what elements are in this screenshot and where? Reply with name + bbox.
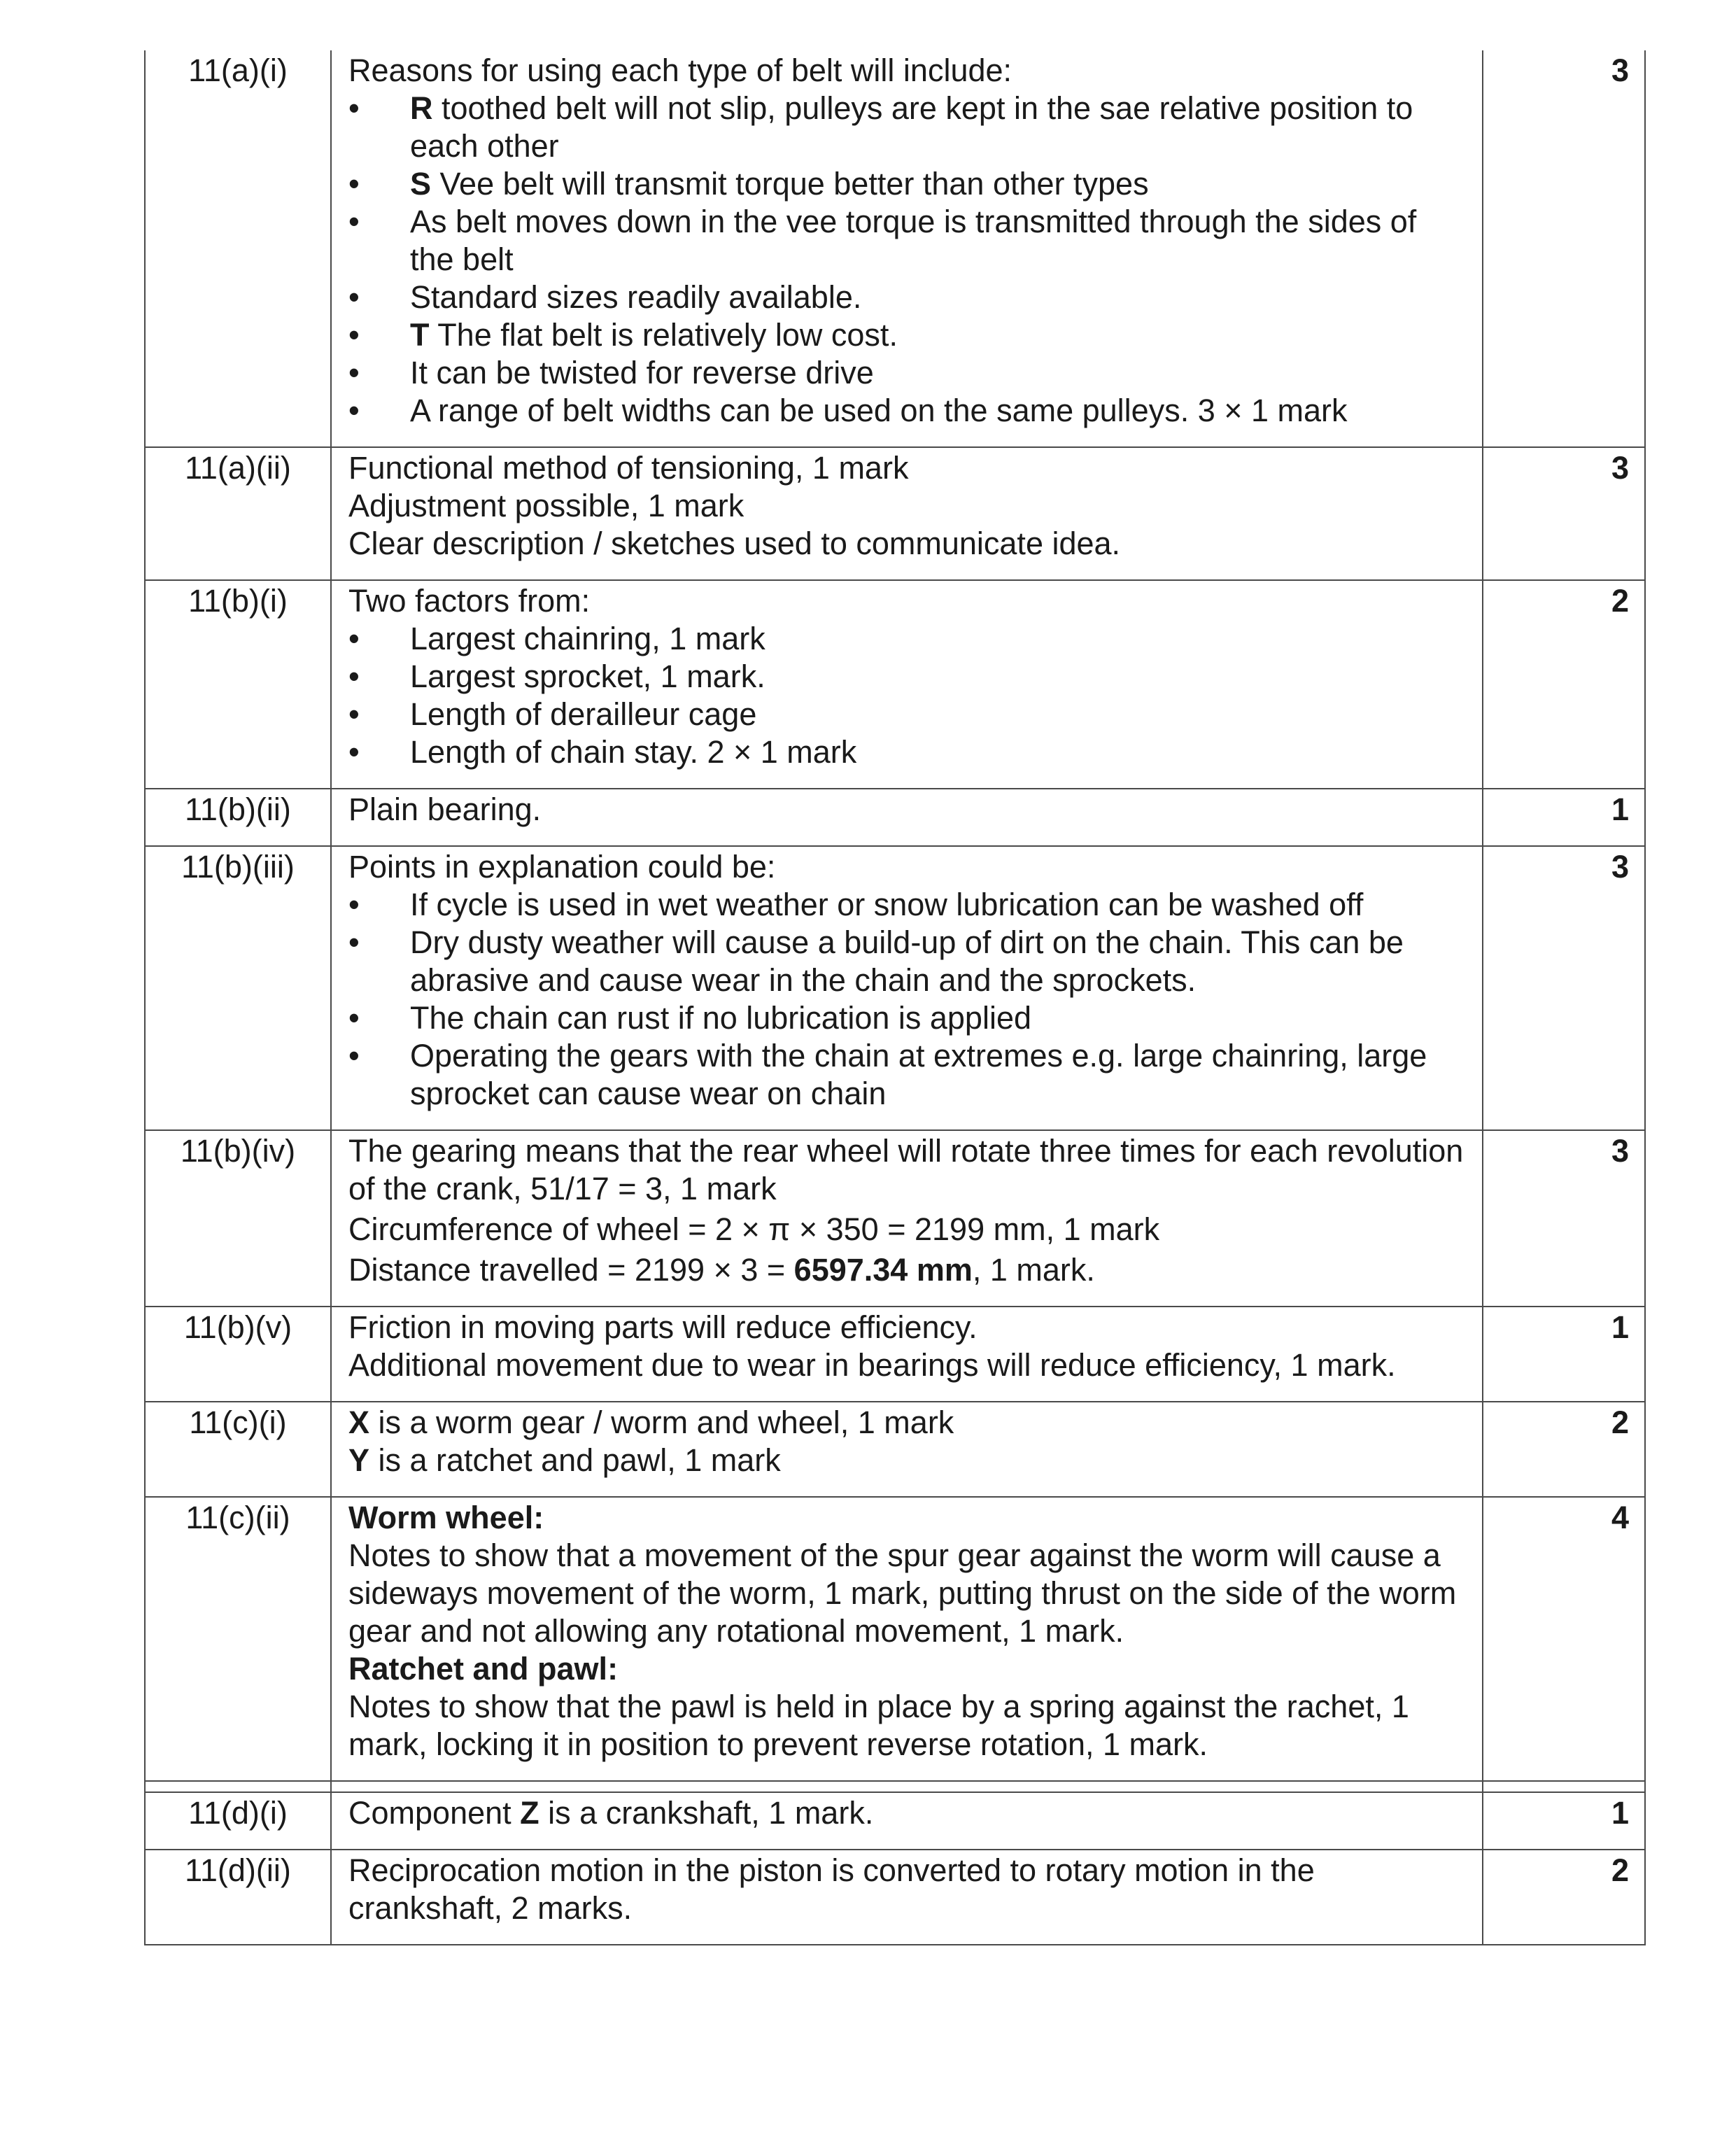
table-row — [145, 1792, 1645, 1850]
list-item-text: Standard sizes readily available. — [410, 279, 862, 315]
marks-value: 1 — [1483, 1792, 1645, 1850]
list-item-text: A range of belt widths can be used on the same pulleys. 3 × 1 mark — [410, 393, 1348, 428]
answer-text: Component — [348, 1795, 521, 1831]
distance-result: 6597.34 mm — [793, 1252, 973, 1288]
marks-value: 2 — [1483, 1402, 1645, 1497]
bold-label: Y — [348, 1442, 370, 1478]
bold-label: S — [410, 166, 432, 202]
bold-label: R — [410, 90, 433, 126]
list-item: • The chain can rust if no lubrication is applied — [348, 999, 1468, 1037]
list-item — [348, 354, 1468, 392]
table-row — [145, 789, 1645, 846]
question-number: 11(b)(iii) — [145, 846, 331, 1130]
bullet-list — [348, 90, 1468, 430]
distance-suffix: , 1 mark. — [972, 1252, 1095, 1288]
question-number: 11(b)(v) — [145, 1307, 331, 1402]
question-number: 11(b)(iv) — [145, 1130, 331, 1307]
bullet-list — [348, 886, 1468, 1113]
bold-label: Z — [520, 1795, 539, 1831]
list-item: • Largest sprocket, 1 mark. — [348, 658, 1468, 696]
marks-value: 3 — [1483, 50, 1645, 447]
answer-line — [348, 1442, 1468, 1479]
list-item — [348, 203, 1468, 279]
answer-line: Plain bearing. — [348, 791, 542, 827]
table-row — [145, 1402, 1645, 1497]
answer-text: is a ratchet and pawl, 1 mark — [369, 1442, 781, 1478]
question-number: 11(a)(ii) — [145, 447, 331, 580]
question-number: 11(b)(i) — [145, 580, 331, 789]
answer-cell — [331, 1130, 1483, 1307]
table-row — [145, 1307, 1645, 1402]
answer-cell — [331, 846, 1483, 1130]
answer-line — [348, 1404, 1468, 1442]
question-number: 11(a)(i) — [145, 50, 331, 447]
list-item-text: Vee belt will transmit torque better than other types — [431, 166, 1149, 202]
table-row — [145, 447, 1645, 580]
answer-line — [348, 1794, 1468, 1832]
list-item — [348, 316, 1468, 354]
question-number: 11(c)(ii) — [145, 1497, 331, 1781]
list-item: • Length of derailleur cage — [348, 696, 1468, 733]
marks-value: 2 — [1483, 1850, 1645, 1945]
list-item-text: The flat belt is relatively low cost. — [429, 317, 898, 353]
question-number: 11(d)(ii) — [145, 1850, 331, 1945]
distance-line — [348, 1251, 1468, 1289]
table-row — [145, 580, 1645, 789]
marks-value: 4 — [1483, 1497, 1645, 1781]
bullet-list — [348, 620, 1468, 771]
answer-paragraph: Notes to show that the pawl is held in place by a spring against the rachet, 1 mark, locking it in position to prevent reverse rotation, 1 mark. — [348, 1689, 1409, 1762]
answer-cell — [331, 1497, 1483, 1781]
answer-line: Reciprocation motion in the piston is converted to rotary motion in the crankshaft, 2 marks. — [348, 1852, 1315, 1926]
separator-cell — [1483, 1781, 1645, 1792]
subheading: Ratchet and pawl: — [348, 1651, 619, 1687]
answer-cell — [331, 1792, 1483, 1850]
answer-intro: Two factors from: — [348, 583, 591, 619]
answer-cell — [331, 1402, 1483, 1497]
table-separator — [145, 1781, 1645, 1792]
distance-prefix: Distance travelled = 2199 × 3 = — [348, 1252, 794, 1288]
list-item-text: toothed belt will not slip, pulleys are kept in the sae relative position to each other — [410, 90, 1413, 164]
answer-intro: Points in explanation could be: — [348, 849, 776, 885]
table-row — [145, 846, 1645, 1130]
list-item: • Largest chainring, 1 mark — [348, 620, 1468, 658]
marks-value: 2 — [1483, 580, 1645, 789]
bold-label: X — [348, 1405, 370, 1440]
answer-line: Additional movement due to wear in bearings will reduce efficiency, 1 mark. — [348, 1347, 1396, 1383]
marks-value: 1 — [1483, 1307, 1645, 1402]
marks-value: 1 — [1483, 789, 1645, 846]
answer-cell — [331, 1850, 1483, 1945]
answer-line: The gearing means that the rear wheel will rotate three times for each revolution of the crank, 51/17 = 3, 1 mark — [348, 1133, 1464, 1206]
answer-cell — [331, 50, 1483, 447]
question-number: 11(c)(i) — [145, 1402, 331, 1497]
answer-line: Clear description / sketches used to communicate idea. — [348, 526, 1121, 561]
answer-cell — [331, 789, 1483, 846]
marks-value: 3 — [1483, 846, 1645, 1130]
table-row — [145, 1497, 1645, 1781]
answer-line: Adjustment possible, 1 mark — [348, 488, 744, 523]
mark-scheme-table — [144, 50, 1646, 1945]
answer-line: Functional method of tensioning, 1 mark — [348, 450, 909, 486]
answer-line: Circumference of wheel = 2 × π × 350 = 2199 mm, 1 mark — [348, 1211, 1160, 1247]
table-row — [145, 50, 1645, 447]
answer-paragraph: Notes to show that a movement of the spur gear against the worm will cause a sideways movement of the worm, 1 mark, putting thrust on the side of the worm gear and not allowing any rotational movement, 1 mark. — [348, 1537, 1457, 1649]
answer-text: is a crankshaft, 1 mark. — [539, 1795, 874, 1831]
separator-cell — [145, 1781, 331, 1792]
answer-cell — [331, 1307, 1483, 1402]
list-item-text: It can be twisted for reverse drive — [410, 355, 874, 390]
list-item — [348, 165, 1468, 203]
list-item — [348, 90, 1468, 165]
answer-cell — [331, 447, 1483, 580]
bold-label: T — [410, 317, 430, 353]
list-item: • Operating the gears with the chain at extremes e.g. large chainring, large sprocket can cause wear on chain — [348, 1037, 1468, 1113]
answer-cell — [331, 580, 1483, 789]
question-number: 11(b)(ii) — [145, 789, 331, 846]
list-item-text: As belt moves down in the vee torque is transmitted through the sides of the belt — [410, 204, 1417, 277]
subheading: Worm wheel: — [348, 1500, 544, 1535]
marks-value: 3 — [1483, 447, 1645, 580]
answer-intro: Reasons for using each type of belt will include: — [348, 52, 1012, 88]
list-item — [348, 279, 1468, 316]
table-row — [145, 1850, 1645, 1945]
list-item — [348, 392, 1468, 430]
list-item: • Dry dusty weather will cause a build-up of dirt on the chain. This can be abrasive and cause wear in the chain and the sprockets. — [348, 924, 1468, 999]
table-row — [145, 1130, 1645, 1307]
separator-cell — [331, 1781, 1483, 1792]
list-item: • If cycle is used in wet weather or snow lubrication can be washed off — [348, 886, 1468, 924]
list-item: • Length of chain stay. 2 × 1 mark — [348, 733, 1468, 771]
marks-value: 3 — [1483, 1130, 1645, 1307]
question-number: 11(d)(i) — [145, 1792, 331, 1850]
answer-line: Friction in moving parts will reduce efficiency. — [348, 1309, 978, 1345]
answer-text: is a worm gear / worm and wheel, 1 mark — [369, 1405, 954, 1440]
